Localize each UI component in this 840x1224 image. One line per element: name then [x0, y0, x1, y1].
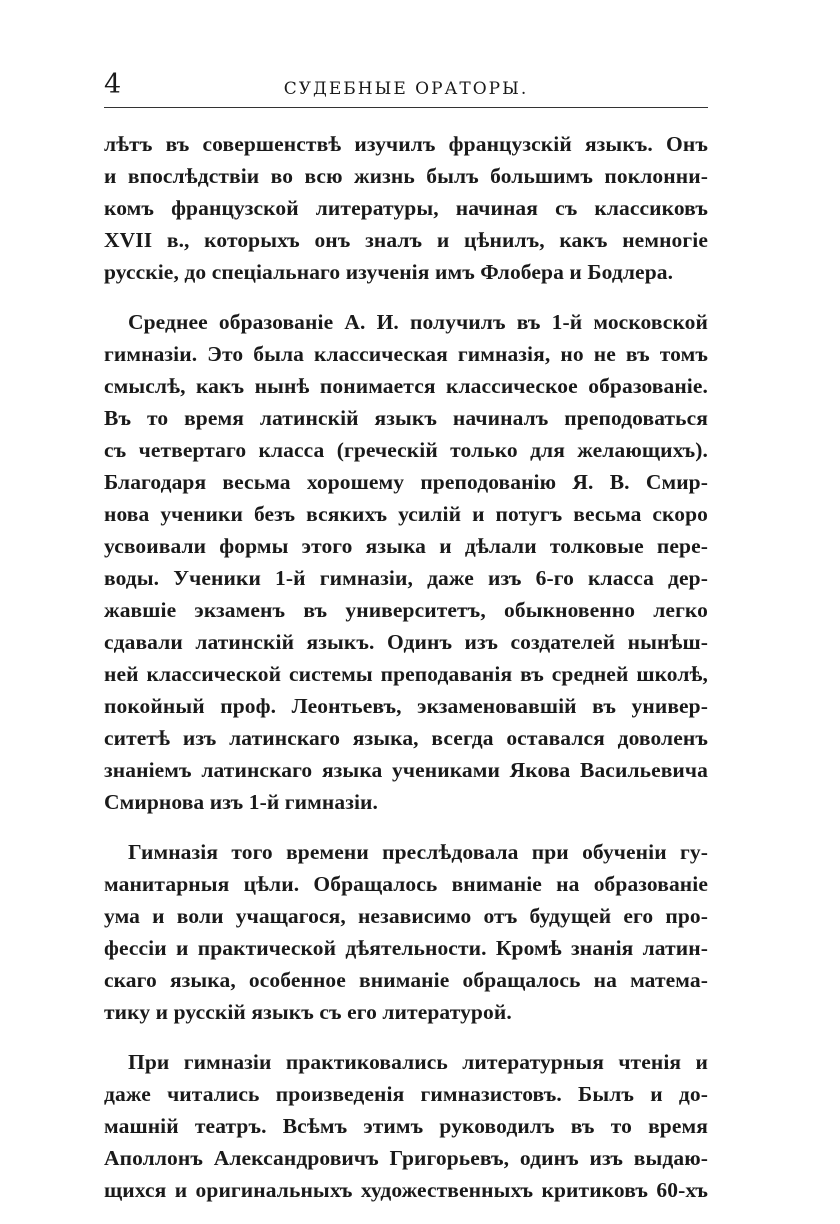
text-line: смыслѣ, какъ нынѣ понимается классическое образованіе. [104, 374, 708, 398]
body-text [104, 128, 708, 1224]
text-line: ситетѣ изъ латинскаго языка, всегда оставался доволенъ [104, 726, 708, 750]
text-line: гимназіи. Это была классическая гимназія, но не въ томъ [104, 342, 708, 366]
text-line: знаніемъ латинскаго языка учениками Якова Васильевича [104, 758, 708, 782]
text-line: фессіи и практической дѣятельности. Кромѣ знанія латин- [104, 936, 708, 960]
text-line: тику и русскій языкъ съ его литературой. [104, 1000, 512, 1024]
paragraph-2 [104, 306, 708, 818]
header-rule [104, 107, 708, 108]
text-line: лѣтъ въ совершенствѣ изучилъ французскій языкъ. Онъ [104, 132, 708, 156]
text-line: щихся и оригинальныхъ художественныхъ критиковъ 60-хъ [104, 1178, 708, 1202]
text-line: ума и воли учащагося, независимо отъ будущей его про- [104, 904, 708, 928]
text-line: При гимназіи практиковались литературныя чтенія и [128, 1050, 708, 1074]
text-line: съ четвертаго класса (греческій только для желающихъ). [104, 438, 708, 462]
page-number: 4 [104, 69, 122, 100]
text-line: усвоивали формы этого языка и дѣлали толковые пере- [104, 534, 708, 558]
text-line: воды. Ученики 1-й гимназіи, даже изъ 6-го класса дер- [104, 566, 708, 590]
text-line: жавшіе экзаменъ въ университетъ, обыкновенно легко [104, 598, 708, 622]
text-line: XVII в., которыхъ онъ зналъ и цѣнилъ, какъ немногіе [104, 228, 708, 252]
text-line: скаго языка, особенное вниманіе обращалось на матема- [104, 968, 708, 992]
running-head: СУДЕБНЫЕ ОРАТОРЫ. [283, 79, 529, 99]
text-line: даже читались произведенія гимназистовъ. Былъ и до- [104, 1082, 708, 1106]
text-line: покойный проф. Леонтьевъ, экзаменовавшій въ универ- [104, 694, 708, 718]
text-line: манитарныя цѣли. Обращалось вниманіе на образованіе [104, 872, 708, 896]
paragraph-1 [104, 128, 708, 288]
text-line: Среднее образованіе А. И. получилъ въ 1-й московской [128, 310, 708, 334]
text-line: машній театръ. Всѣмъ этимъ руководилъ въ то время [104, 1114, 708, 1138]
text-line: Смирнова изъ 1-й гимназіи. [104, 790, 379, 814]
text-line: Аполлонъ Александровичъ Григорьевъ, одинъ изъ выдаю- [104, 1146, 708, 1170]
text-line: и впослѣдствіи во всю жизнь былъ большимъ поклонни- [104, 164, 708, 188]
paragraph-3 [104, 836, 708, 1028]
text-line: сдавали латинскій языкъ. Одинъ изъ создателей нынѣш- [104, 630, 708, 654]
text-line: ней классической системы преподаванія въ средней школѣ, [104, 662, 708, 686]
text-line: Благодаря весьма хорошему преподованію Я. В. Смир- [104, 470, 708, 494]
text-line: Гимназія того времени преслѣдовала при обученіи гу- [128, 840, 708, 864]
page-header [104, 70, 708, 106]
text-line: Въ то время латинскій языкъ начиналъ преподоваться [104, 406, 708, 430]
text-line: русскіе, до спеціальнаго изученія имъ Флобера и Бодлера. [104, 260, 674, 284]
text-line: комъ французской литературы, начиная съ классиковъ [104, 196, 708, 220]
paragraph-4 [104, 1046, 708, 1206]
text-line: нова ученики безъ всякихъ усилій и потугъ весьма скоро [104, 502, 708, 526]
